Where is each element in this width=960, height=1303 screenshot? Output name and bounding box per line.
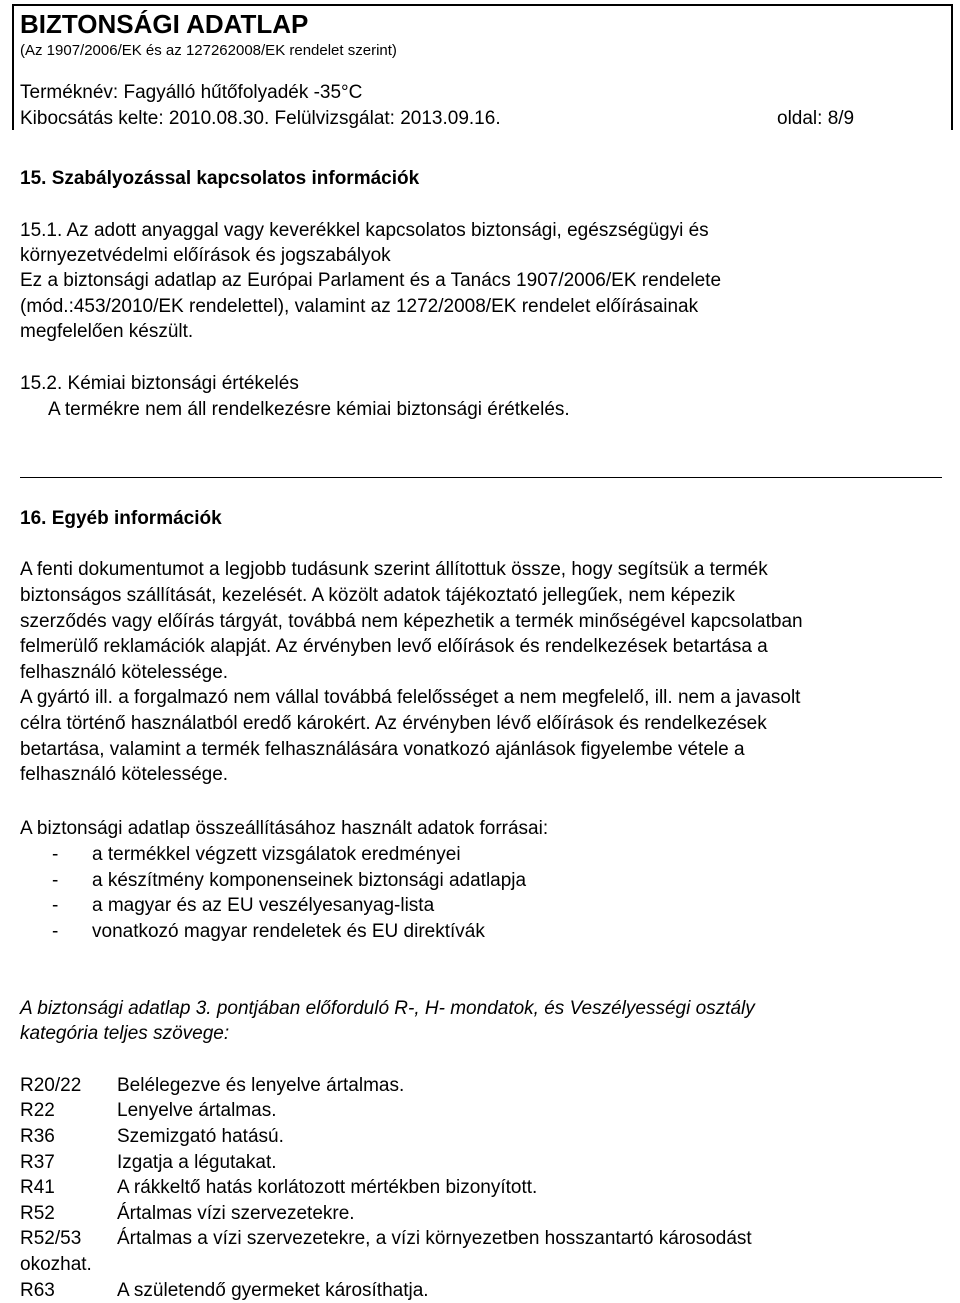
issue-dates: Kibocsátás kelte: 2010.08.30. Felülvizsgálat: 2013.09.16. bbox=[20, 108, 501, 129]
phrase-code: R37 bbox=[20, 1152, 55, 1173]
phrases-heading: A biztonsági adatlap 3. pontjában előforduló R-, H- mondatok, és Veszélyességi osztály bbox=[20, 998, 755, 1019]
paragraph-line: felhasználó kötelessége. bbox=[20, 662, 229, 683]
phrase-code: R63 bbox=[20, 1280, 55, 1301]
phrase-text: Ártalmas vízi szervezetekre. bbox=[117, 1203, 355, 1224]
phrase-text: Szemizgató hatású. bbox=[117, 1126, 284, 1147]
list-dash: - bbox=[52, 844, 59, 865]
paragraph-line: felmerülő reklamációk alapját. Az érvényben levő előírások és rendelkezések betartása a bbox=[20, 636, 768, 657]
document-title: BIZTONSÁGI ADATLAP bbox=[20, 9, 309, 39]
section-15-1-line: (mód.:453/2010/EK rendelettel), valamint az 1272/2008/EK rendelet előírásainak bbox=[20, 296, 699, 317]
phrase-code: R41 bbox=[20, 1177, 55, 1198]
paragraph-line: A gyártó ill. a forgalmazó nem vállal továbbá felelősséget a nem megfelelő, ill. nem a javasolt bbox=[20, 687, 801, 708]
phrases-heading: kategória teljes szövege: bbox=[20, 1023, 230, 1044]
paragraph-line: biztonságos szállítását, kezelését. A közölt adatok tájékoztató jellegűek, nem képezik bbox=[20, 585, 736, 606]
section-15-1-line: környezetvédelmi előírások és jogszabályok bbox=[20, 245, 391, 266]
list-dash: - bbox=[52, 870, 59, 891]
paragraph-line: A fenti dokumentumot a legjobb tudásunk szerint állítottuk össze, hogy segítsük a termék bbox=[20, 559, 768, 580]
list-dash: - bbox=[52, 895, 59, 916]
source-item: a magyar és az EU veszélyesanyag-lista bbox=[92, 895, 435, 916]
source-item: a készítmény komponenseinek biztonsági adatlapja bbox=[92, 870, 527, 891]
phrase-text: Ártalmas a vízi szervezetekre, a vízi környezetben hosszantartó károsodást bbox=[117, 1228, 752, 1249]
sources-intro: A biztonsági adatlap összeállításához használt adatok forrásai: bbox=[20, 818, 549, 839]
section-15-1-line: megfelelően készült. bbox=[20, 321, 194, 342]
paragraph-line: betartása, valamint a termék felhasználására vonatkozó ajánlások figyelembe vétele a bbox=[20, 739, 745, 760]
phrase-code: R36 bbox=[20, 1126, 55, 1147]
section-15-2-text: A termékre nem áll rendelkezésre kémiai biztonsági érétkelés. bbox=[48, 399, 570, 420]
phrase-code: R20/22 bbox=[20, 1075, 82, 1096]
phrase-text: A születendő gyermeket károsíthatja. bbox=[117, 1280, 429, 1301]
section-16-heading: 16. Egyéb információk bbox=[20, 508, 222, 529]
source-item: a termékkel végzett vizsgálatok eredményei bbox=[92, 844, 461, 865]
section-15-heading: 15. Szabályozással kapcsolatos információk bbox=[20, 168, 420, 189]
list-dash: - bbox=[52, 921, 59, 942]
section-15-1-line: Ez a biztonsági adatlap az Európai Parlament és a Tanács 1907/2006/EK rendelete bbox=[20, 270, 722, 291]
phrase-code: okozhat. bbox=[20, 1254, 92, 1275]
phrase-text: Izgatja a légutakat. bbox=[117, 1152, 277, 1173]
source-item: vonatkozó magyar rendeletek és EU direktívák bbox=[92, 921, 485, 942]
phrase-code: R52 bbox=[20, 1203, 55, 1224]
phrase-text: A rákkeltő hatás korlátozott mértékben bizonyított. bbox=[117, 1177, 538, 1198]
phrase-text: Lenyelve ártalmas. bbox=[117, 1100, 277, 1121]
section-divider bbox=[20, 477, 942, 478]
regulation-subtitle: (Az 1907/2006/EK és az 127262008/EK rendelet szerint) bbox=[20, 42, 397, 59]
phrase-code: R22 bbox=[20, 1100, 55, 1121]
phrase-code: R52/53 bbox=[20, 1228, 82, 1249]
phrase-text: Belélegezve és lenyelve ártalmas. bbox=[117, 1075, 405, 1096]
paragraph-line: felhasználó kötelessége. bbox=[20, 764, 229, 785]
paragraph-line: célra történő használatból eredő károkért. Az érvényben lévő előírások és rendelkezések bbox=[20, 713, 767, 734]
section-15-2-heading: 15.2. Kémiai biztonsági értékelés bbox=[20, 373, 299, 394]
section-15-1-line: 15.1. Az adott anyaggal vagy keverékkel kapcsolatos biztonsági, egészségügyi és bbox=[20, 220, 709, 241]
paragraph-line: szerződés vagy előírás tárgyát, továbbá nem képezhetik a termék minőségével kapcsolatban bbox=[20, 611, 803, 632]
page-number: oldal: 8/9 bbox=[777, 108, 855, 129]
product-name: Terméknév: Fagyálló hűtőfolyadék -35°C bbox=[20, 82, 363, 103]
